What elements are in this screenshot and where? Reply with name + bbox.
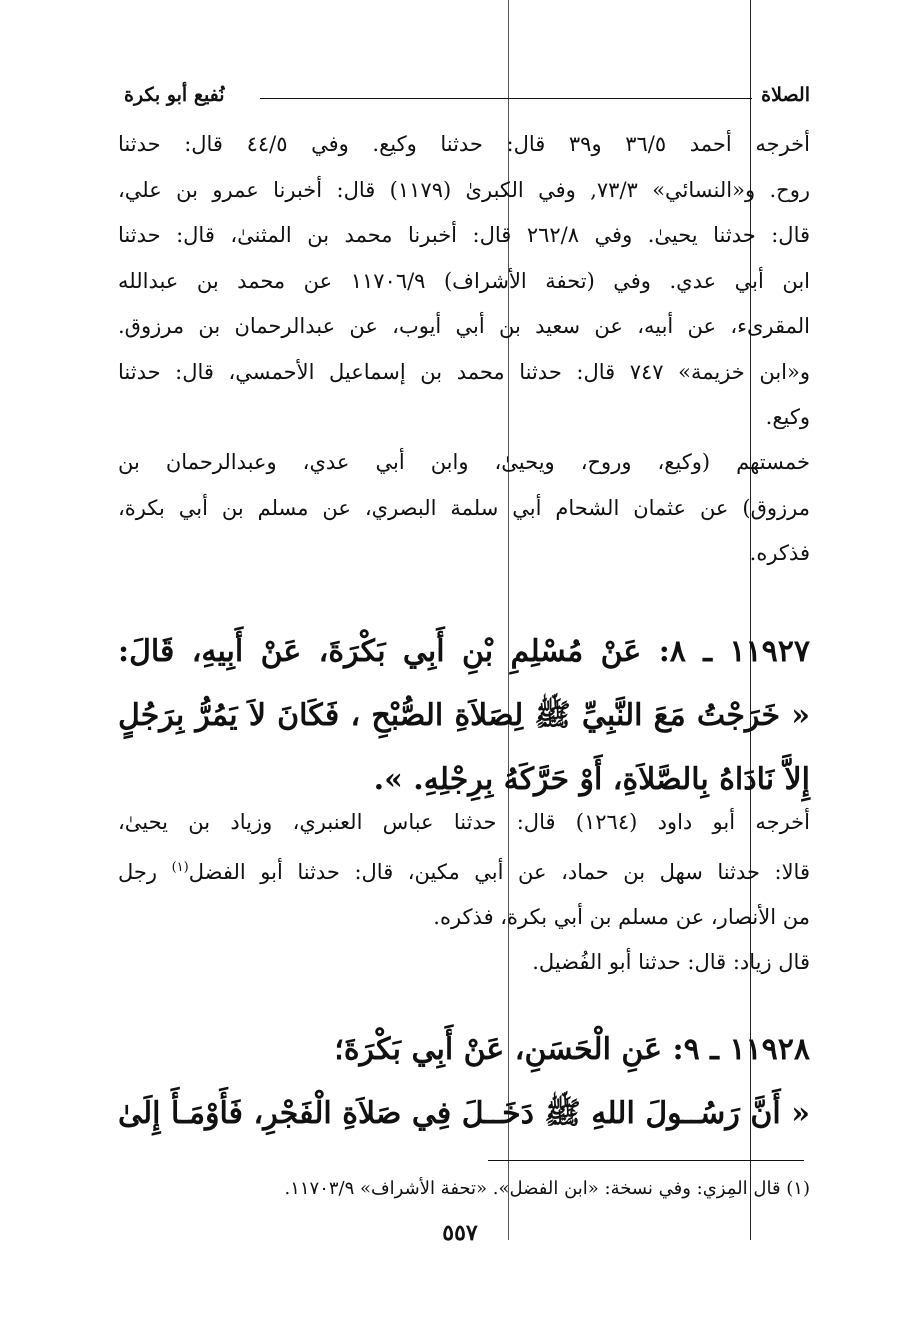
header-section-title: الصلاة xyxy=(761,84,810,106)
sourcing-paragraph-2 xyxy=(118,800,810,985)
text-line: خمستهم (وكيع، وروح، ويحيىٰ، وابن أبي عدي، وعبدالرحمان بن xyxy=(118,450,810,474)
text-line: قال: حدثنا يحيىٰ. وفي ٢٦٢/٨ قال: أخبرنا محمد بن المثنىٰ، قال: حدثنا xyxy=(118,223,811,247)
hadith-line: إِلاَّ نَادَاهُ بِالصَّلاَةِ، أَوْ حَرَّكَهُ بِرِجْلِهِ. ». xyxy=(373,762,810,797)
footnote: (١) قال المِزي: وفي نسخة: «ابن الفضل». «تحفة الأشراف» ١١٧٠٣/٩. xyxy=(284,1178,810,1199)
text-line: وكيع. xyxy=(765,405,810,429)
hadith-line: ١١٩٢٨ ـ ٩: عَنِ الْحَسَنِ، عَنْ أَبِي بَكْرَةَ؛ xyxy=(334,1032,810,1067)
footnote-rule xyxy=(488,1160,804,1161)
page-number: ٥٥٧ xyxy=(442,1220,478,1246)
chain-paragraph-1 xyxy=(118,440,810,577)
text-line: و«ابن خزيمة» ٧٤٧ قال: حدثنا محمد بن إسماعيل الأحمسي، قال: حدثنا xyxy=(118,359,810,384)
text-line: قال زياد: قال: حدثنا أبو الفُضيل. xyxy=(532,950,810,974)
running-header xyxy=(110,84,810,114)
sourcing-paragraph-1 xyxy=(118,122,810,441)
hadith-line: ١١٩٢٧ ـ ٨: عَنْ مُسْلِمِ بْنِ أَبِي بَكْرَةَ، عَنْ أَبِيهِ، قَالَ: xyxy=(118,634,810,669)
text-line: فذكره. xyxy=(749,541,810,565)
text-line: أخرجه أبو داود (١٢٦٤) قال: حدثنا عباس العنبري، وزياد بن يحيىٰ، xyxy=(118,810,810,834)
footnote-marker[interactable]: (١) xyxy=(171,860,189,875)
header-rule xyxy=(260,98,752,99)
text-line: أخرجه أحمد ٣٦/٥ و٣٩ قال: حدثنا وكيع. وفي ٤٤/٥ قال: حدثنا xyxy=(118,132,810,156)
text-line: ابن أبي عدي. وفي (تحفة الأشراف) ١١٧٠٦/٩ عن محمد بن عبدالله xyxy=(118,268,810,293)
text-segment: قالا: حدثنا سهل بن حماد، عن أبي مكين، قال: حدثنا أبو الفضل xyxy=(188,860,810,884)
text-segment: رجل xyxy=(118,860,158,884)
text-line: مرزوق) عن عثمان الشحام أبي سلمة البصري، عن مسلم بن أبي بكرة، xyxy=(118,495,810,520)
hadith-line: « خَرَجْتُ مَعَ النَّبِيِّ ﷺ لِصَلاَةِ الصُّبْحِ ، فَكَانَ لاَ يَمُرُّ بِرَجُلٍ xyxy=(118,698,810,733)
text-line-with-footnote xyxy=(118,845,810,895)
hadith-11927 xyxy=(118,620,810,812)
header-narrator-title: نُفيع أبو بكرة xyxy=(124,84,225,106)
text-line: من الأنصار، عن مسلم بن أبي بكرة، فذكره. xyxy=(433,905,810,929)
hadith-11928 xyxy=(118,1018,810,1146)
text-line: روح. و«النسائي» ٧٣/٣, وفي الكبرىٰ (١١٧٩) قال: أخبرنا عمرو بن علي، xyxy=(118,177,810,202)
hadith-line: « أَنَّ رَسُــولَ اللهِ ﷺ دَخَــلَ فِي صَلاَةِ الْفَجْرِ، فَأَوْمَـأَ إِلَىٰ xyxy=(118,1096,810,1131)
text-line: المقرىء، عن أبيه، عن سعيد بن أبي أيوب، عن عبدالرحمان بن مرزوق. xyxy=(118,314,810,338)
